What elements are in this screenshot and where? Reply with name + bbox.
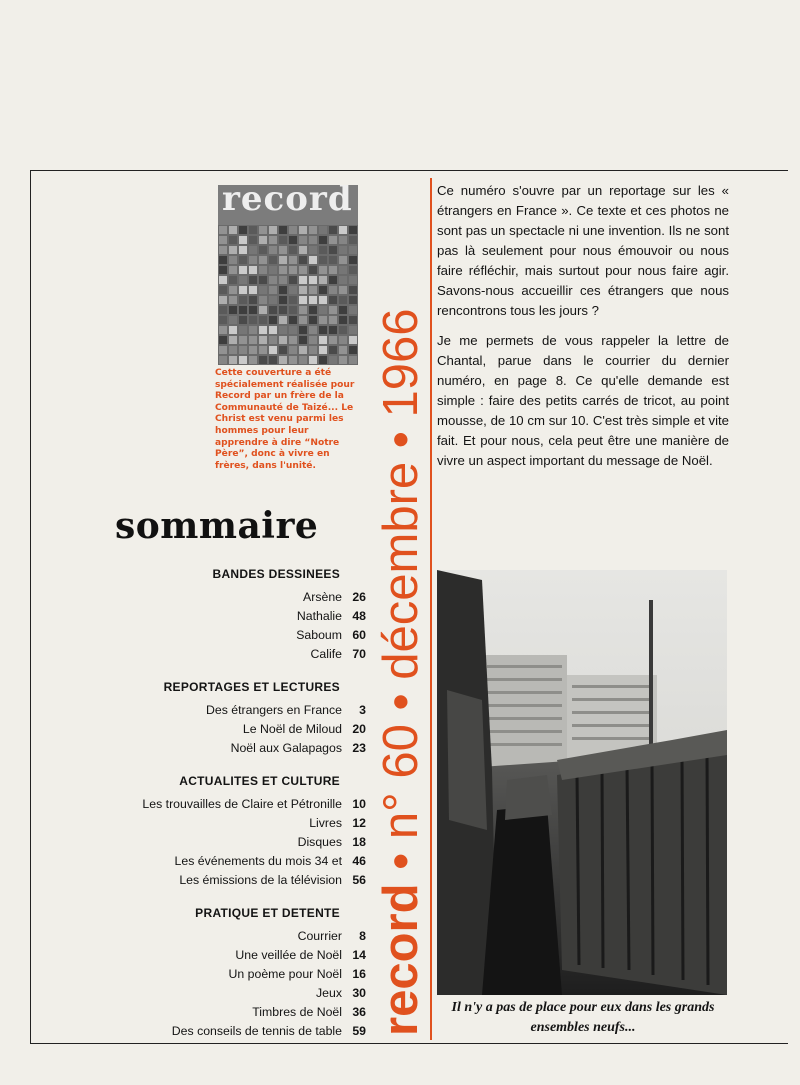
toc-entry-title: Le Noël de Miloud: [242, 722, 342, 736]
cover-title: record: [222, 185, 353, 219]
toc-entry: [100, 833, 366, 852]
toc-entry-title: Disques: [297, 835, 342, 849]
toc-entry-title: Arsène: [303, 590, 342, 604]
toc-entry: [100, 852, 366, 871]
shantytown-photo-image: [437, 570, 727, 995]
toc-entry-title: Une veillée de Noël: [235, 948, 342, 962]
toc-entry: [100, 739, 366, 758]
editorial-paragraph: Je me permets de vous rappeler la lettre de Chantal, parue dans le courrier du dernier numéro, en page 8. Ce qu'elle demande est simple : faire des petits carrés de tricot, au point mousse, de 10 cm sur 10. C'est très simple et vite fait. Et pour nous, cela peut être une manière de vivre un aspect important du message de Noël.: [437, 333, 729, 468]
toc-entry-page: 56: [352, 873, 366, 887]
toc-entry-title: Saboum: [296, 628, 342, 642]
shantytown-photo: [437, 570, 727, 995]
toc-entry-title: Un poème pour Noël: [228, 967, 342, 981]
toc-entry-page: 30: [352, 986, 366, 1000]
toc-entry-title: Jeux: [316, 986, 342, 1000]
toc-entry: [100, 1003, 366, 1022]
toc-section-heading: ACTUALITES ET CULTURE: [179, 774, 340, 788]
toc-entry: [100, 946, 366, 965]
toc-entry-title: Des conseils de tennis de table: [171, 1024, 342, 1038]
table-of-contents: [100, 566, 366, 1056]
cover-caption: Cette couverture a été spécialement réalisée pour Record par un frère de la Communauté de Taizé... Le Christ est venu parmi les hommes pour leur apprendre à dire “Notre Père”, donc à vivre en frères, dans l'unité.: [215, 368, 355, 471]
toc-entry-page: 48: [352, 609, 366, 623]
sommaire-title: sommaire: [115, 505, 319, 547]
toc-section-heading: BANDES DESSINEES: [212, 567, 340, 581]
toc-entry: [100, 871, 366, 890]
toc-entry: [100, 701, 366, 720]
toc-entry-page: 60: [352, 628, 366, 642]
toc-entry: [100, 626, 366, 645]
toc-entry-page: 18: [352, 835, 366, 849]
photo-caption: Il n'y a pas de place pour eux dans les grands ensembles neufs...: [451, 1000, 715, 1035]
toc-entry-page: 8: [359, 929, 366, 943]
toc-entry-page: 12: [352, 816, 366, 830]
toc-entry-title: Timbres de Noël: [252, 1005, 342, 1019]
toc-section-heading: PRATIQUE ET DETENTE: [195, 906, 340, 920]
toc-entry-title: Les émissions de la télévision: [179, 873, 342, 887]
toc-entry-page: 26: [352, 590, 366, 604]
banner-divider: [430, 178, 432, 1040]
banner-brand: record: [374, 883, 428, 1036]
toc-entry-page: 3: [359, 703, 366, 717]
toc-entry-title: Les trouvailles de Claire et Pétronille: [142, 797, 342, 811]
toc-entry-title: Noël aux Galapagos: [230, 741, 342, 755]
cover-thumbnail: [218, 185, 358, 365]
toc-entry-page: 36: [352, 1005, 366, 1019]
toc-entry-title: Les événements du mois 34 et: [174, 854, 342, 868]
toc-entry: [100, 588, 366, 607]
editorial-paragraph: Ce numéro s'ouvre par un reportage sur les « étrangers en France ». Ce texte et ces photos ne sont pas un spectacle ni une invention. Ils ne sont pas là seulement pour nous émouvoir ou nous faire réfléchir, mais surtout pour nous faire agir. Savons-nous accueillir ces étrangers que nous rencontrons tous les jours ?: [437, 183, 729, 318]
toc-section: [100, 773, 366, 890]
toc-section-heading: REPORTAGES ET LECTURES: [163, 680, 340, 694]
toc-entry-page: 10: [352, 797, 366, 811]
toc-entry-title: Nathalie: [296, 609, 342, 623]
toc-entry-page: 59: [352, 1024, 366, 1038]
vertical-banner-text: [372, 308, 430, 1036]
toc-entry-page: 23: [352, 741, 366, 755]
toc-entry-page: 46: [352, 854, 366, 868]
toc-entry-title: Calife: [310, 647, 342, 661]
toc-entry: [100, 984, 366, 1003]
toc-entry-title: Courrier: [297, 929, 342, 943]
toc-entry-page: 16: [352, 967, 366, 981]
toc-entry-page: 20: [352, 722, 366, 736]
toc-entry: [100, 645, 366, 664]
toc-entry: [100, 814, 366, 833]
banner-issue: • n° 60 • décembre • 1966: [374, 308, 428, 884]
toc-entry-page: 14: [352, 948, 366, 962]
toc-section: [100, 679, 366, 758]
toc-entry: [100, 795, 366, 814]
toc-entry: [100, 607, 366, 626]
toc-entry: [100, 720, 366, 739]
toc-entry: [100, 1022, 366, 1041]
toc-section: [100, 905, 366, 1041]
toc-entry-title: Des étrangers en France: [205, 703, 342, 717]
toc-entry-title: Livres: [309, 816, 342, 830]
toc-entry: [100, 965, 366, 984]
toc-entry: [100, 927, 366, 946]
toc-entry-page: 70: [352, 647, 366, 661]
editorial: [437, 181, 729, 481]
toc-section: [100, 566, 366, 664]
